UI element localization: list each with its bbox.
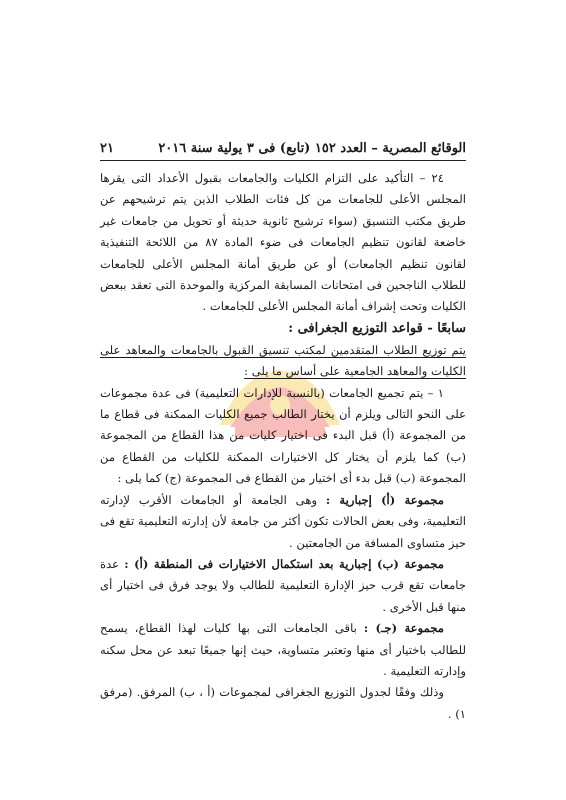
group-c-paragraph [100,618,466,682]
group-b-text: عدة جامعات تقع قرب حيز الإدارة التعليمية للطالب ولا يوجد فرق فى اختيار أى منها قبل الأخرى . [100,556,466,614]
section-7-intro [100,340,466,383]
group-b-label: مجموعة (ب) إجبارية بعد استكمال الاختيارات فى المنطقة (أ) : [124,556,444,571]
header-divider [100,160,466,161]
section-7-intro-text: يتم توزيع الطلاب المتقدمين لمكتب تنسيق القبول بالجامعات والمعاهد على الكليات والمعاهد الجامعية على أساس ما يلى : [100,342,466,379]
paragraph-24: ٢٤ – التأكيد على التزام الكليات والجامعات بقبول الأعداد التى يقرها المجلس الأعلى للجامعات من كل فئات الطلاب الذين يتم ترشيحهم عن طريق مكتب التنسيق (سواء ترشيح ثانوية حديثة أو تحويل من جامعات غير خاضعة لقانون تنظيم الجامعات فى ضوء المادة ٨٧ من اللائحة التنفيذية لقانون تنظيم الجامعات) أو عن طريق أمانة المجلس الأعلى للجامعات للطلاب الناجحين فى امتحانات المسابقة المركزية والموحدة التى تعقد ببعض الكليات وتحت إشراف أمانة المجلس الأعلى للجامعات . [100,171,466,314]
group-c-text: باقى الجامعات التى بها كليات لهذا القطاع، يسمح للطالب باختيار أى منها وتعتبر متساوية، حيث إنها جميعًا تبعد عن محل سكنه وإدارته التعليمية . [100,621,466,678]
item-1: ١ – يتم تجميع الجامعات (بالنسبة للإدارات التعليمية) فى عدة مجموعات على النحو التالى ويلزم أن يختار الطالب جميع الكليات الممكنة فى قطاع ما من المجموعة (أ) قبل البدء فى اختيار كليات من هذا القطاع من المجموعة (ب) كما يلزم أن يختار كل الاختيارات الممكنة للكليات من القطاع من المجموعة (ب) قبل بدء أى اختيار من القطاع فى المجموعة (ج) كما يلى : [100,385,466,486]
page-header [100,138,466,158]
closing-paragraph: وذلك وفقًا لجدول التوزيع الجغرافى لمجموعات (أ ، ب) المرفق. (مرفق ١) . [100,685,466,721]
group-a-paragraph [100,490,466,554]
document-body [100,168,466,725]
group-a-label: مجموعة (أ) إجبارية : [325,492,444,507]
group-c-label: مجموعة (جـ) : [363,621,444,636]
section-7-heading: سابعًا - قواعد التوزيع الجغرافى : [288,320,466,336]
group-a-text: وهى الجامعة أو الجامعات الأقرب لإدارته التعليمية، وفى بعض الحالات تكون أكثر من جامعة لأن إدارته التعليمية تقع فى حيز متساوى المسافة من الجامعتين . [100,492,466,550]
page-number: ٢١ [100,140,114,156]
group-b-paragraph [100,554,466,618]
header-title: الوقائع المصرية – العدد ١٥٢ (تابع) فى ٣ يولية سنة ٢٠١٦ [158,140,466,156]
